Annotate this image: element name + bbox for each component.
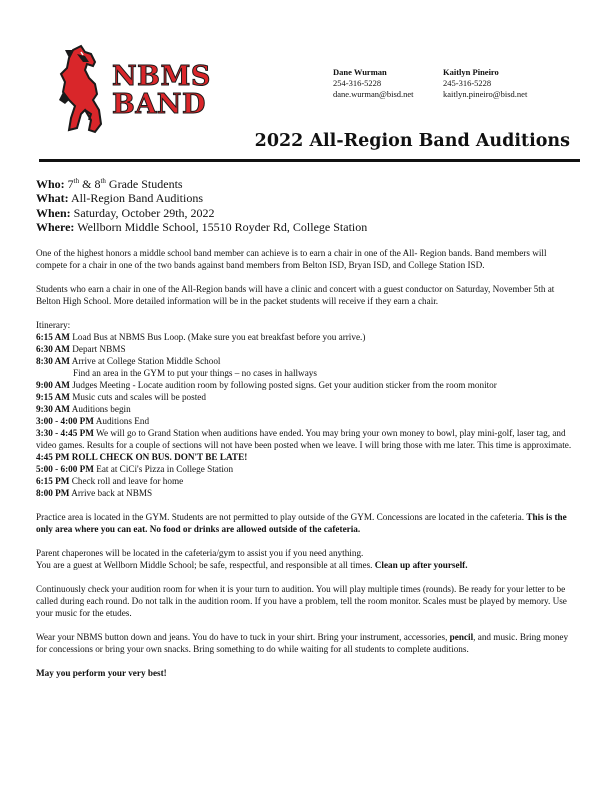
itinerary-item: 5:00 - 6:00 PM Eat at CiCi's Pizza in College Station [36,464,234,474]
clinic-paragraph: Students who earn a chair in one of the All-Region bands will have a clinic and concert with a guest conductor on Saturday, November 5th at Belton High School. More detailed information will be in the packet students will receive if they earn a chair. [36,284,555,306]
when-line: When: Saturday, October 29th, 2022 [36,205,215,220]
itinerary-item: 9:00 AM Judges Meeting - Locate audition room by following posted signs. Get your audition sticker from the room monitor [36,380,497,390]
itinerary-item: 3:30 - 4:45 PM We will go to Grand Station when auditions have ended. You may bring your own money to bowl, play mini-golf, laser tag, and video games. Results for a couple of sections will not have been posted when we leave. I will bring those with me later. This time is approximate. [36,428,572,450]
itinerary-item: 9:15 AM Music cuts and scales will be posted [36,392,206,402]
event-details [36,177,367,235]
who-line: Who: 7th & 8th Grade Students [36,177,183,191]
gym-paragraph: Practice area is located in the GYM. Students are not permitted to play outside of the GYM. Concessions are located in the cafeteria. This is the only area where you can eat. No food or drinks are allowed outside of the cafeteria. [36,512,567,534]
itinerary-item: 8:00 PM Arrive back at NBMS [36,488,153,498]
itinerary [36,319,576,499]
contact-name: Dane Wurman [333,67,387,77]
itinerary-item: 4:45 PM ROLL CHECK ON BUS. DON'T BE LATE! [36,452,248,462]
closing-line: May you perform your very best! [36,668,167,678]
band-logo-wordmark [112,63,211,119]
logo-line-2: BAND [112,89,206,120]
attire-paragraph: Wear your NBMS button down and jeans. You do have to tuck in your shirt. Bring your instrument, accessories, pencil, and music. Bring money for concessions or bring your own snacks. Bring something to do while waiting for all students to complete auditions. [36,632,569,654]
itinerary-item: 8:30 AM Arrive at College Station Middle School [36,356,221,366]
itinerary-item: 6:30 AM Depart NBMS [36,344,126,354]
logo-line-1: NBMS [112,61,211,92]
contact-director-2 [443,67,527,100]
itinerary-item: 9:30 AM Auditions begin [36,404,131,414]
what-line: What: All-Region Band Auditions [36,191,204,206]
itinerary-item: 6:15 PM Check roll and leave for home [36,476,184,486]
audition-paragraph: Continuously check your audition room for when it is your turn to audition. You will play multiple times (rounds). Be ready for your letter to be called during each round. Do not talk in the audition room. If you have a problem, tell the room monitor. Scales must be played by memory. Use your music for the etudes. [36,584,567,618]
contact-phone: 254-316-5228 [333,78,382,88]
itinerary-item: 3:00 - 4:00 PM Auditions End [36,416,150,426]
itinerary-heading: Itinerary: [36,320,71,330]
where-line: Where: Wellborn Middle School, 15510 Royder Rd, College Station [36,220,368,235]
contact-email[interactable]: dane.wurman@bisd.net [333,89,414,99]
contact-director-1 [333,67,414,100]
chaperone-paragraph: Parent chaperones will be located in the cafeteria/gym to assist you if you need anything. You are a guest at Wellborn Middle School; be safe, respectful, and responsible at all times. Clean up after yourself. [36,548,468,570]
contact-phone: 245-316-5228 [443,78,492,88]
contact-email[interactable]: kaitlyn.pineiro@bisd.net [443,89,528,99]
page-title: 2022 All-Region Band Auditions [254,131,570,151]
itinerary-item: Find an area in the GYM to put your things – no cases in hallways [73,368,317,378]
contact-name: Kaitlyn Pineiro [443,67,499,77]
itinerary-item: 6:15 AM Load Bus at NBMS Bus Loop. (Make sure you eat breakfast before you arrive.) [36,332,366,342]
document-body [36,247,576,691]
title-divider [39,159,580,162]
intro-paragraph: One of the highest honors a middle school band member can achieve is to earn a chair in one of the All- Region bands. Band members will compete for a chair in one of the two bands against band members from Belton ISD, Bryan ISD, and College Station ISD. [36,248,547,270]
